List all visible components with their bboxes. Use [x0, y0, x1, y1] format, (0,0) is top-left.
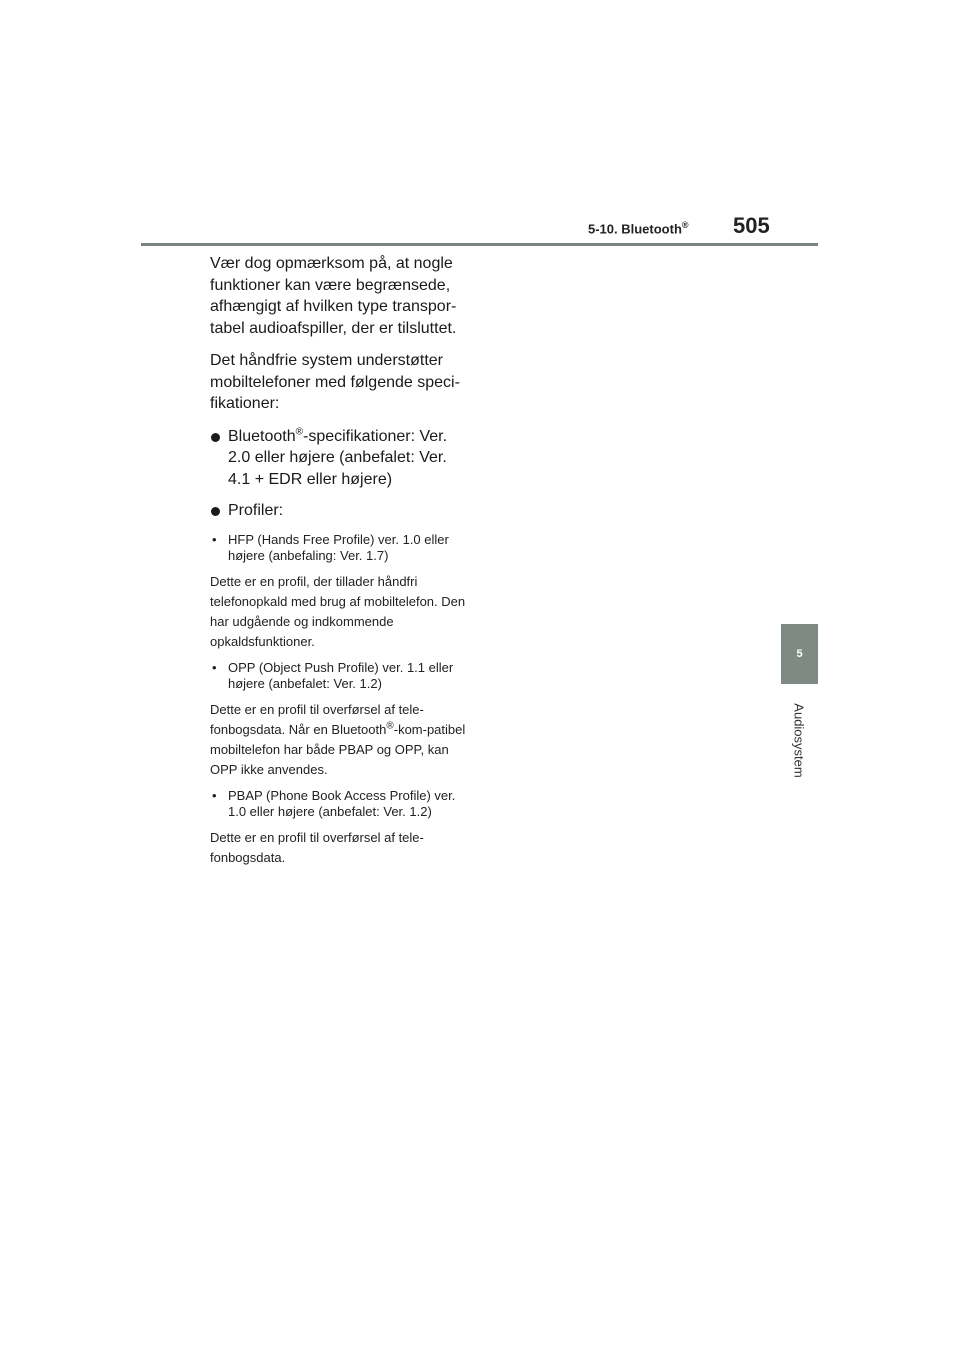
- chapter-tab: [781, 624, 818, 684]
- chapter-label-text: Audiosystem: [791, 702, 807, 778]
- pbap-item: • PBAP (Phone Book Access Profile) ver. 1.0 eller højere (anbefalet: Ver. 1.2): [212, 787, 456, 819]
- page-content: [210, 253, 472, 876]
- sub-bullet-icon: •: [212, 787, 217, 803]
- opp-item: • OPP (Object Push Profile) ver. 1.1 eller højere (anbefalet: Ver. 1.2): [212, 659, 454, 691]
- page-number: 505: [733, 213, 770, 238]
- spec-intro-paragraph: Det håndfrie system understøtter mobiltelefoner med følgende speci-fikationer:: [210, 352, 460, 412]
- chapter-label: [773, 690, 825, 790]
- pbap-description: Dette er en profil til overførsel af tele-fonbogsdata.: [210, 829, 424, 865]
- chapter-number: 5: [796, 648, 803, 660]
- section-title: 5-10. Bluetooth®: [588, 220, 689, 237]
- hfp-item: • HFP (Hands Free Profile) ver. 1.0 eller højere (anbefaling: Ver. 1.7): [212, 531, 449, 563]
- profiles-bullet: Profiler:: [210, 500, 472, 522]
- sub-bullet-icon: •: [212, 531, 217, 547]
- intro-paragraph: Vær dog opmærksom på, at nogle funktioner kan være begrænsede, afhængigt af hvilken type transpor-tabel audioafspiller, der er tilsluttet.: [210, 255, 457, 337]
- bullet-dot-icon: [211, 433, 220, 442]
- bullet-dot-icon: [211, 507, 220, 516]
- bluetooth-spec-bullet: Bluetooth®-specifikationer: Ver. 2.0 eller højere (anbefalet: Ver. 4.1 + EDR eller højere): [210, 426, 472, 491]
- header-rule: [141, 243, 818, 246]
- opp-description: Dette er en profil til overførsel af tele-fonbogsdata. Når en Bluetooth®-kom-patibel mobiltelefon har både PBAP og OPP, kan OPP ikke anvendes.: [210, 701, 466, 777]
- sub-bullet-icon: •: [212, 659, 217, 675]
- hfp-description: Dette er en profil, der tillader håndfri telefonopkald med brug af mobiltelefon. Den har udgående og indkommende opkaldsfunktioner.: [210, 573, 466, 649]
- registered-mark: ®: [681, 220, 689, 230]
